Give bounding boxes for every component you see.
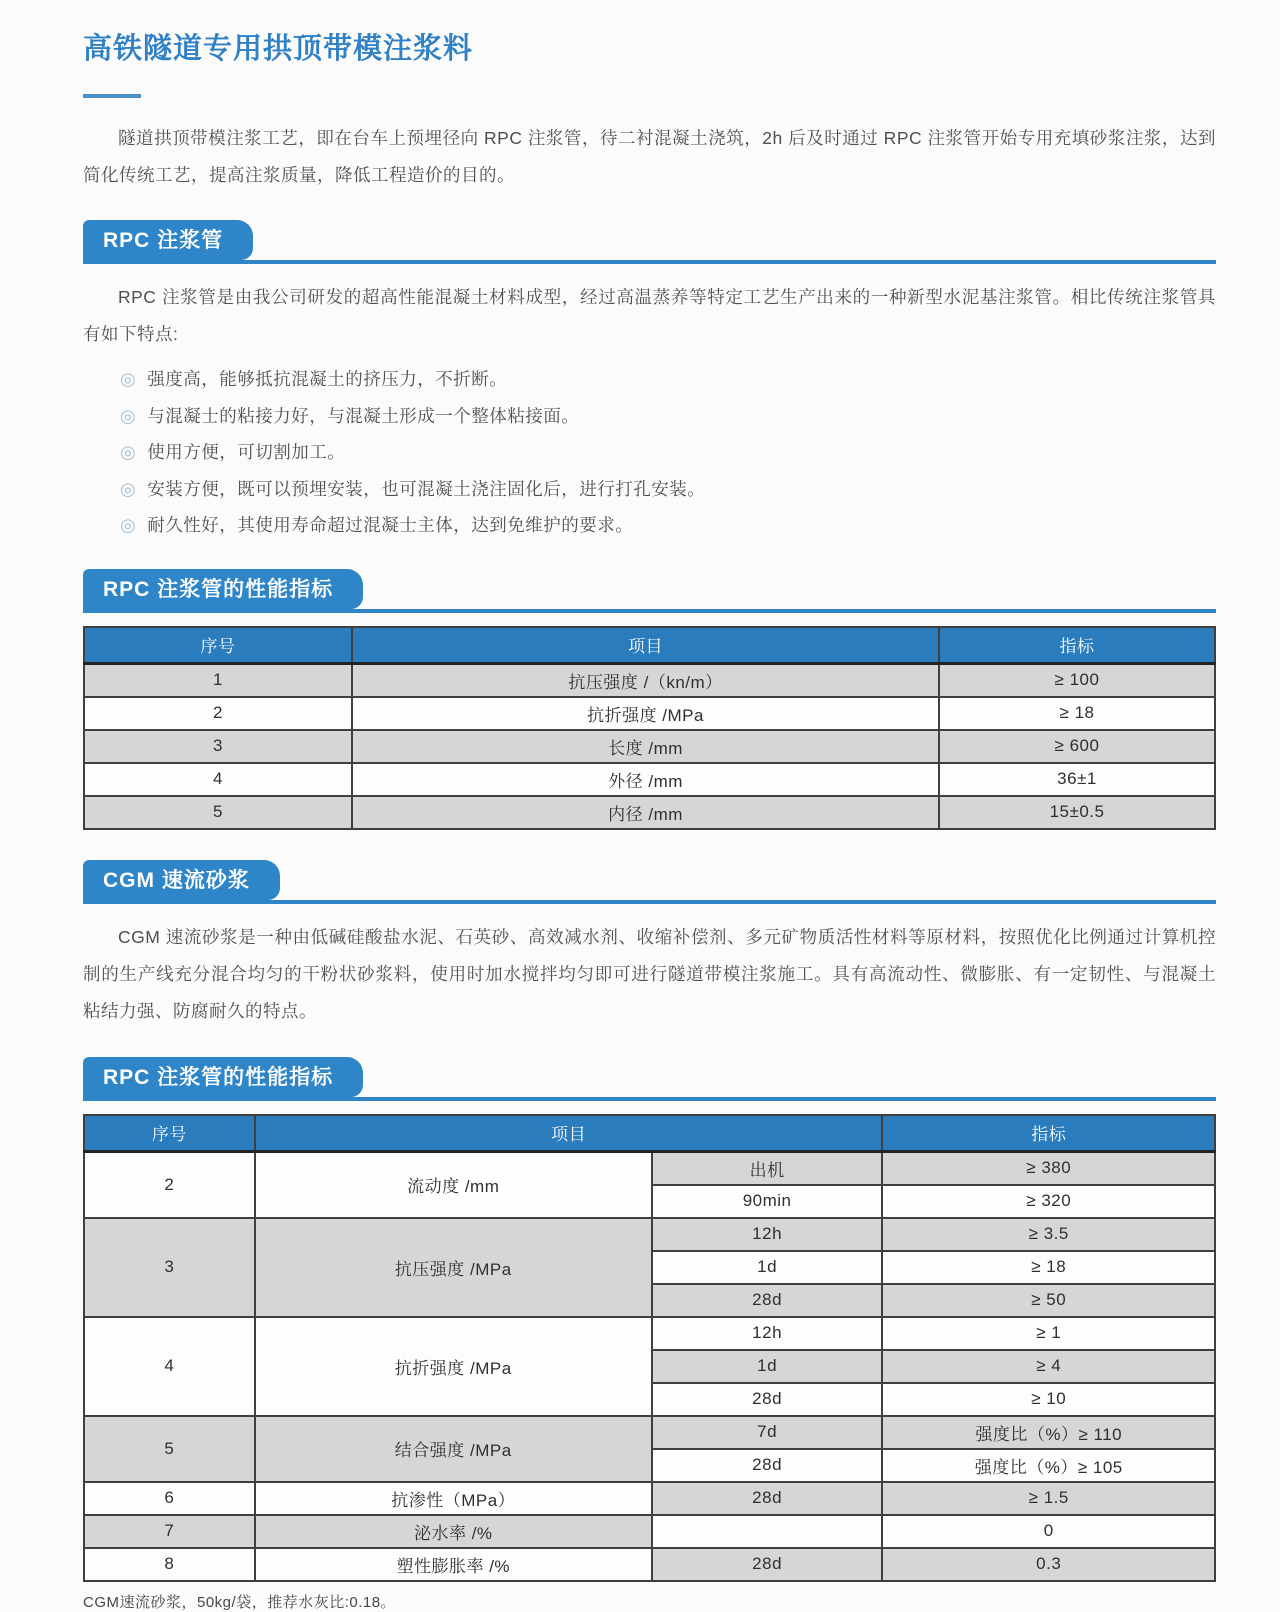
cell-value: ≥ 3.5 bbox=[882, 1218, 1215, 1251]
bullet-ring-icon: ◎ bbox=[120, 405, 137, 426]
cgm-paragraph: CGM 速流砂浆是一种由低碱硅酸盐水泥、石英砂、高效减水剂、收缩补偿剂、多元矿物质活性材料等原材料，按照优化比例通过计算机控制的生产线充分混合均匀的干粉状砂浆料，使用时加水搅拌均匀即可进行隧道带模注浆施工。具有高流动性、微膨胀、有一定韧性、与混凝土粘结力强、防腐耐久的特点。 bbox=[83, 926, 1216, 1021]
cell-condition: 28d bbox=[652, 1449, 883, 1482]
footer-note: CGM速流砂浆，50kg/袋，推荐水灰比:0.18。 bbox=[83, 1593, 397, 1611]
cell-value: ≥ 100 bbox=[939, 664, 1215, 697]
column-header-item: 项目 bbox=[255, 1115, 883, 1152]
rpc-feature-list bbox=[83, 361, 1216, 544]
feature-item bbox=[120, 507, 1216, 544]
table-row bbox=[84, 1515, 1215, 1548]
cell-value: ≥ 600 bbox=[939, 730, 1215, 763]
cell-no: 5 bbox=[84, 796, 352, 829]
cell-item: 抗折强度 /MPa bbox=[352, 697, 939, 730]
bullet-ring-icon: ◎ bbox=[120, 478, 137, 499]
table-row bbox=[84, 1218, 1215, 1251]
column-header-value: 指标 bbox=[939, 627, 1215, 664]
bullet-ring-icon: ◎ bbox=[120, 369, 137, 389]
cell-no: 1 bbox=[84, 664, 352, 697]
cell-item: 内径 /mm bbox=[352, 796, 939, 829]
cell-value: ≥ 4 bbox=[882, 1350, 1215, 1383]
column-header-no: 序号 bbox=[84, 627, 352, 664]
cell-no: 2 bbox=[84, 1152, 255, 1218]
cell-value: ≥ 18 bbox=[939, 697, 1215, 730]
feature-item bbox=[120, 361, 1216, 398]
intro-paragraph: 隧道拱顶带模注浆工艺，即在台车上预埋径向 RPC 注浆管，待二衬混凝土浇筑，2h 后及时通过 RPC 注浆管开始专用充填砂浆注浆，达到简化传统工艺，提高注浆质量，降低工程造价的目的。 bbox=[83, 128, 1216, 185]
table-row bbox=[84, 697, 1215, 730]
table-row bbox=[84, 796, 1215, 829]
feature-text: 与混凝士的粘接力好，与混凝土形成一个整体粘接面。 bbox=[147, 405, 580, 426]
feature-text: 使用方便，可切割加工。 bbox=[147, 442, 346, 462]
cgm-table-body bbox=[84, 1152, 1215, 1581]
rpc-table-body bbox=[84, 664, 1215, 829]
cell-value: 0.3 bbox=[882, 1548, 1215, 1581]
section-header-cgm: CGM 速流砂浆 bbox=[83, 860, 280, 900]
cell-item: 抗压强度 /（kn/m） bbox=[352, 664, 939, 697]
column-header-value: 指标 bbox=[882, 1115, 1215, 1152]
cell-item: 长度 /mm bbox=[352, 730, 939, 763]
rpc-performance-table bbox=[83, 626, 1216, 830]
cell-no: 8 bbox=[84, 1548, 255, 1581]
cell-no: 3 bbox=[84, 1218, 255, 1317]
page-title: 高铁隧道专用拱顶带模注浆料 bbox=[83, 33, 474, 65]
rpc-pipe-paragraph: RPC 注浆管是由我公司研发的超高性能混凝土材料成型，经过高温蒸养等特定工艺生产出来的一种新型水泥基注浆管。相比传统注浆管具有如下特点: bbox=[83, 287, 1216, 344]
feature-item bbox=[120, 434, 1216, 471]
bullet-ring-icon: ◎ bbox=[120, 442, 137, 462]
feature-text: 耐久性好，其使用寿命超过混凝士主体，达到免维护的要求。 bbox=[147, 515, 634, 535]
cell-value: 强度比（%）≥ 105 bbox=[882, 1449, 1215, 1482]
table-header-row bbox=[84, 1115, 1215, 1152]
cell-condition: 1d bbox=[652, 1251, 883, 1284]
table-row bbox=[84, 664, 1215, 697]
cell-no: 4 bbox=[84, 763, 352, 796]
column-header-no: 序号 bbox=[84, 1115, 255, 1152]
section-bar-cgm-table bbox=[83, 1057, 1216, 1101]
cell-value: ≥ 18 bbox=[882, 1251, 1215, 1284]
cell-value: ≥ 380 bbox=[882, 1152, 1215, 1185]
cell-item: 抗折强度 /MPa bbox=[255, 1317, 652, 1416]
cell-value: 强度比（%）≥ 110 bbox=[882, 1416, 1215, 1449]
section-header-cgm-table: RPC 注浆管的性能指标 bbox=[83, 1057, 363, 1097]
cell-value: 36±1 bbox=[939, 763, 1215, 796]
cell-item: 外径 /mm bbox=[352, 763, 939, 796]
cell-no: 2 bbox=[84, 697, 352, 730]
cell-condition: 12h bbox=[652, 1317, 883, 1350]
cell-value: ≥ 10 bbox=[882, 1383, 1215, 1416]
cgm-performance-table bbox=[83, 1114, 1216, 1582]
section-header-rpc-pipe: RPC 注浆管 bbox=[83, 220, 253, 260]
cell-value: ≥ 1.5 bbox=[882, 1482, 1215, 1515]
feature-item bbox=[120, 398, 1216, 435]
section-bar-cgm bbox=[83, 860, 1216, 904]
section-bar-rpc-pipe bbox=[83, 220, 1216, 264]
cell-value: ≥ 1 bbox=[882, 1317, 1215, 1350]
table-header-row bbox=[84, 627, 1215, 664]
cell-item: 塑性膨胀率 /% bbox=[255, 1548, 652, 1581]
cell-value: 15±0.5 bbox=[939, 796, 1215, 829]
cell-item: 结合强度 /MPa bbox=[255, 1416, 652, 1482]
cell-condition: 28d bbox=[652, 1284, 883, 1317]
cell-condition: 28d bbox=[652, 1482, 883, 1515]
table-row bbox=[84, 1152, 1215, 1185]
cell-item: 抗渗性（MPa） bbox=[255, 1482, 652, 1515]
cell-condition: 90min bbox=[652, 1185, 883, 1218]
table-row bbox=[84, 1317, 1215, 1350]
table-row bbox=[84, 763, 1215, 796]
cgm-table-head bbox=[84, 1115, 1215, 1152]
cell-condition: 7d bbox=[652, 1416, 883, 1449]
section-bar-rpc-table bbox=[83, 569, 1216, 613]
cell-no: 6 bbox=[84, 1482, 255, 1515]
cell-item: 泌水率 /% bbox=[255, 1515, 652, 1548]
cell-condition: 12h bbox=[652, 1218, 883, 1251]
cell-no: 3 bbox=[84, 730, 352, 763]
cell-no: 4 bbox=[84, 1317, 255, 1416]
cell-value: ≥ 50 bbox=[882, 1284, 1215, 1317]
feature-text: 安装方便，既可以预埋安装，也可混凝土浇注固化后，进行打孔安装。 bbox=[147, 478, 706, 499]
cell-no: 7 bbox=[84, 1515, 255, 1548]
cell-condition: 1d bbox=[652, 1350, 883, 1383]
rpc-table-head bbox=[84, 627, 1215, 664]
table-row bbox=[84, 730, 1215, 763]
cell-item: 流动度 /mm bbox=[255, 1152, 652, 1218]
cell-value: 0 bbox=[882, 1515, 1215, 1548]
cell-condition: 28d bbox=[652, 1383, 883, 1416]
feature-text: 强度高，能够抵抗混凝土的挤压力，不折断。 bbox=[147, 369, 508, 389]
cell-condition: 出机 bbox=[652, 1152, 883, 1185]
cell-condition bbox=[652, 1515, 883, 1548]
table-row bbox=[84, 1482, 1215, 1515]
table-row bbox=[84, 1416, 1215, 1449]
bullet-ring-icon: ◎ bbox=[120, 515, 137, 535]
section-header-rpc-table: RPC 注浆管的性能指标 bbox=[83, 569, 363, 609]
feature-item bbox=[120, 471, 1216, 508]
title-underline bbox=[83, 94, 141, 98]
cell-value: ≥ 320 bbox=[882, 1185, 1215, 1218]
column-header-item: 项目 bbox=[352, 627, 939, 664]
cell-item: 抗压强度 /MPa bbox=[255, 1218, 652, 1317]
cell-condition: 28d bbox=[652, 1548, 883, 1581]
table-row bbox=[84, 1548, 1215, 1581]
cell-no: 5 bbox=[84, 1416, 255, 1482]
